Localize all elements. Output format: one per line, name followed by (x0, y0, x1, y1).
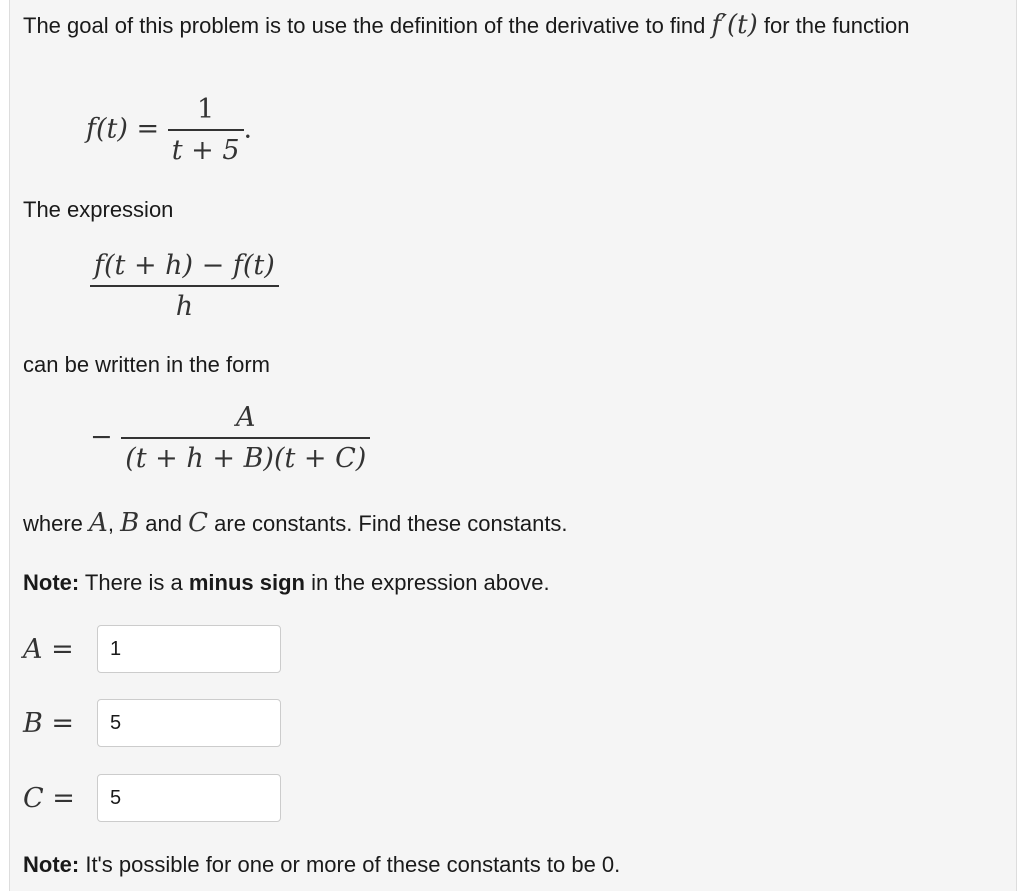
constant-a-symbol: A (89, 508, 108, 538)
answer-label-b (23, 708, 97, 739)
answer-input-a[interactable] (97, 625, 281, 673)
note-text: It's possible for one or more of these constants to be 0. (79, 852, 621, 877)
constant-c-symbol: C (188, 508, 209, 538)
answer-var-c: C (23, 782, 44, 814)
and-text: and (139, 511, 189, 536)
equals-sign: = (42, 707, 75, 739)
zero-constants-note (23, 850, 620, 880)
note-text-end: in the expression above. (305, 570, 550, 595)
difference-quotient (90, 250, 279, 322)
minus-sign-note (23, 568, 550, 598)
equals-sign: = (42, 633, 74, 665)
note-label: Note: (23, 570, 80, 595)
equals-sign: = (43, 782, 75, 814)
intro-text-end: for the function (757, 13, 910, 38)
target-form-numerator: A (236, 402, 256, 433)
answer-var-b: B (23, 707, 43, 739)
function-period: . (243, 113, 253, 145)
function-numerator: 1 (197, 94, 215, 125)
constants-sentence (23, 508, 568, 539)
problem-panel (9, 0, 1017, 891)
note-label: Note: (23, 852, 80, 877)
function-definition (86, 94, 252, 166)
difference-quotient-denominator: h (175, 290, 194, 322)
comma-text: , (107, 511, 121, 536)
function-lhs: f(t) = (86, 113, 160, 145)
constant-b-symbol: B (120, 508, 140, 538)
target-form-fraction (121, 402, 370, 474)
answer-input-b[interactable] (97, 699, 281, 747)
form-intro: can be written in the form (23, 352, 271, 377)
difference-quotient-numerator: f(t + h) − f(t) (94, 250, 275, 281)
expression-intro: The expression (23, 197, 174, 222)
derivative-symbol: f′(t) (711, 10, 758, 40)
function-denominator: t + 5 (171, 134, 240, 166)
minus-sign: − (90, 421, 113, 453)
answer-label-c (23, 783, 97, 814)
note-text: There is a (79, 570, 189, 595)
answer-row-c (23, 773, 281, 823)
answer-var-a: A (23, 633, 43, 665)
problem-intro (23, 8, 983, 43)
intro-text: The goal of this problem is to use the definition of the derivative to find (23, 13, 712, 38)
constants-sentence-end: are constants. Find these constants. (208, 511, 568, 536)
answer-input-c[interactable] (97, 774, 281, 822)
target-form (90, 402, 370, 474)
where-text: where (23, 511, 90, 536)
answer-row-b (23, 698, 281, 748)
answer-row-a (23, 624, 281, 674)
difference-quotient-fraction (90, 250, 279, 322)
target-form-denominator: (t + h + B)(t + C) (125, 442, 367, 474)
note-emphasis: minus sign (188, 570, 305, 595)
answer-label-a (23, 634, 97, 665)
function-fraction (168, 94, 244, 166)
